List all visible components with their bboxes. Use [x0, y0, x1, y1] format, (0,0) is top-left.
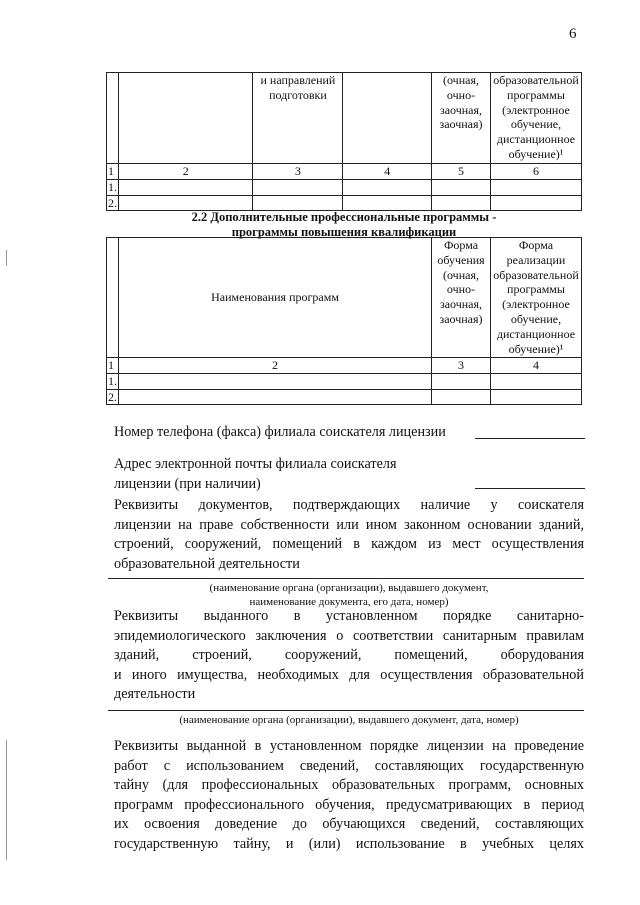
column-number: 1	[107, 358, 119, 374]
column-number-row	[107, 358, 582, 374]
section-title: 2.2 Дополнительные профессиональные программы - программы повышения квалификации	[191, 210, 497, 239]
email-label: Адрес электронной почты филиала соискателя лицензии (при наличии)	[114, 456, 397, 492]
table-row	[107, 195, 582, 211]
column-number: 4	[343, 164, 432, 180]
column-number: 2	[119, 164, 253, 180]
header-cell-implementation-form: Форма реализации образовательной программы (электронное обучение, дистанционное обучение)¹	[490, 238, 581, 358]
email-input-line[interactable]	[475, 488, 585, 489]
column-number: 1	[107, 164, 119, 180]
header-cell-implementation-form: образовательной программы (электронное обучение, дистанционное обучение)¹	[490, 73, 581, 164]
header-cell-directions: и направлений подготовки	[253, 73, 343, 164]
scan-margin-mark	[6, 740, 7, 860]
column-number: 4	[490, 358, 581, 374]
sanitary-conclusion-caption: (наименование органа (организации), выдавшего документ, дата, номер)	[179, 714, 519, 726]
row-number: 2.	[108, 195, 117, 210]
table-header-row	[107, 73, 582, 164]
column-number: 3	[432, 358, 491, 374]
sanitary-conclusion-input-line[interactable]	[108, 710, 584, 711]
scan-margin-mark	[6, 250, 7, 266]
column-number-row	[107, 164, 582, 180]
table-row	[107, 389, 582, 405]
property-documents-paragraph: Реквизиты документов, подтверждающих наличие у соискателя лицензии на праве собственности или ином законном основании зданий, строений, сооружений, помещений в каждом из мест осуществления образовательной деятельности	[114, 497, 584, 572]
header-cell-program-names: Наименования программ	[119, 238, 432, 358]
row-number: 1.	[108, 179, 117, 194]
programs-table-continuation	[106, 72, 582, 211]
property-documents-caption: (наименование органа (организации), выдавшего документ, наименование документа, его дата, номер)	[209, 582, 489, 608]
secret-license-paragraph: Реквизиты выданной в установленном порядке лицензии на проведение работ с использованием сведений, составляющих государственную тайну (для профессиональных образовательных программ, основных программ профессионального обучения, предусматривающих в период их освоения доведение до обучающихся сведений, составляющих государственную тайну, и (или) использование в учебных целях	[114, 738, 584, 852]
header-cell-study-form: (очная, очно- заочная, заочная)	[432, 73, 491, 164]
row-number: 2.	[108, 389, 117, 404]
qualification-programs-table	[106, 237, 582, 405]
phone-input-line[interactable]	[475, 438, 585, 439]
row-number: 1.	[108, 373, 117, 388]
header-cell-number	[107, 73, 119, 164]
property-documents-input-line[interactable]	[108, 578, 584, 579]
page-number: 6	[569, 26, 577, 42]
header-cell-study-form: Форма обучения (очная, очно- заочная, заочная)	[432, 238, 491, 358]
table-row	[107, 179, 582, 195]
column-number: 3	[253, 164, 343, 180]
header-cell-level	[343, 73, 432, 164]
header-cell-number	[107, 238, 119, 358]
column-number: 2	[119, 358, 432, 374]
column-number: 5	[432, 164, 491, 180]
phone-label: Номер телефона (факса) филиала соискателя лицензии	[114, 424, 446, 440]
table-row	[107, 373, 582, 389]
table-header-row	[107, 238, 582, 358]
column-number: 6	[490, 164, 581, 180]
sanitary-conclusion-paragraph: Реквизиты выданного в установленном порядке санитарно- эпидемиологического заключения о соответствии санитарным правилам зданий, строений, сооружений, помещений, оборудования и иного имущества, необходимых для осуществления образовательной деятельности	[114, 608, 584, 702]
header-cell-code	[119, 73, 253, 164]
